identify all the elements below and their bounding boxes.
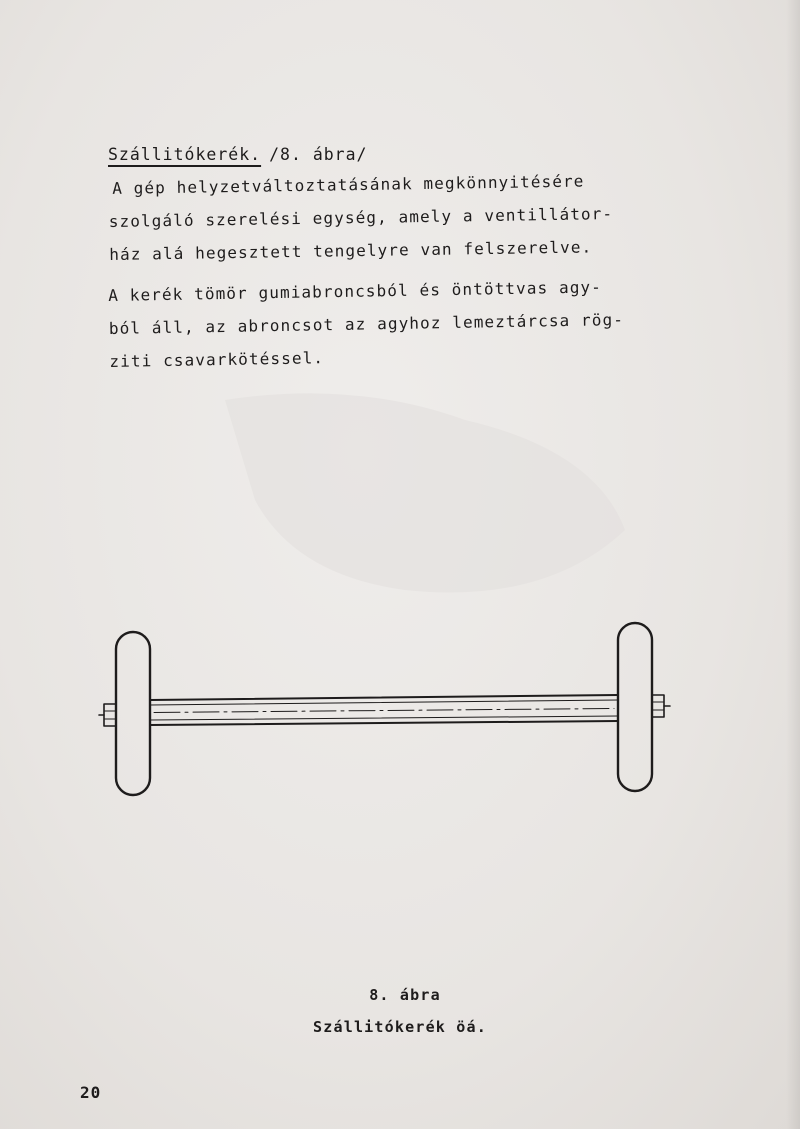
page-number: 20 xyxy=(80,1083,102,1102)
paragraph-2-line-2: ból áll, az abroncsot az agyhoz lemeztárcsa rög- xyxy=(108,310,625,338)
paragraph-2 xyxy=(108,269,710,378)
axle-inner-top xyxy=(150,700,618,705)
section-title: Szállitókerék. xyxy=(108,145,262,164)
axle-inner-bottom xyxy=(150,716,618,720)
figure-caption: Szállitókerék öá. xyxy=(313,1018,487,1036)
right-wheel xyxy=(618,623,652,791)
left-hub-bolt xyxy=(104,704,116,726)
figure-number: 8. ábra xyxy=(369,986,441,1004)
body-text xyxy=(108,138,708,378)
paragraph-1-line-1: A gép helyzetváltoztatásának megkönnyitésére xyxy=(112,171,585,198)
axle-top-edge xyxy=(150,695,618,700)
right-hub-bolt xyxy=(652,695,664,717)
wheel-axle-diagram xyxy=(92,615,682,805)
paragraph-1-line-3: ház alá hegesztett tengelyre van felszerelve. xyxy=(109,237,593,264)
bleed-through-shadow xyxy=(215,380,635,610)
paragraph-2-line-3: ziti csavarkötéssel. xyxy=(109,348,325,371)
left-wheel xyxy=(116,632,150,795)
axle-centerline xyxy=(154,709,614,713)
axle-bottom-edge xyxy=(150,721,618,725)
page-edge-shadow xyxy=(786,0,800,1129)
figure-reference: /8. ábra/ xyxy=(269,145,368,164)
paragraph-2-line-1: A kerék tömör gumiabroncsból és öntöttvas agy- xyxy=(108,277,603,305)
paragraph-1-line-2: szolgáló szerelési egység, amely a ventillátor- xyxy=(108,204,614,231)
paragraph-1 xyxy=(108,163,709,271)
